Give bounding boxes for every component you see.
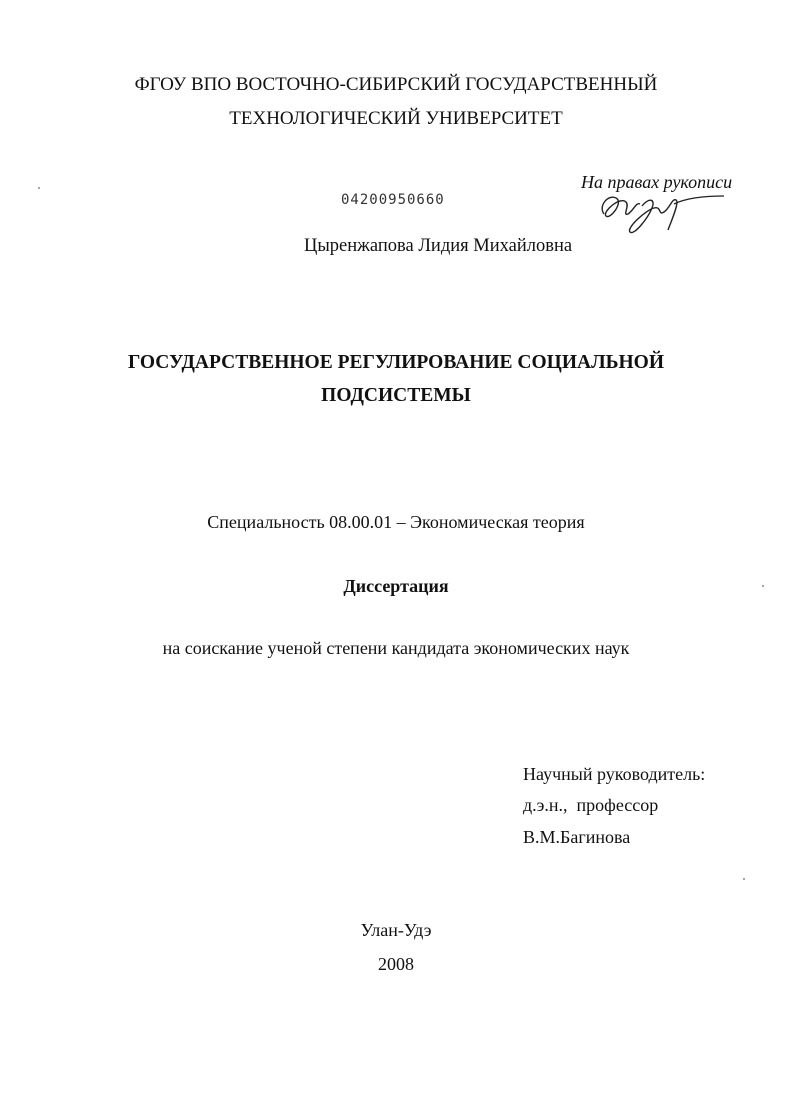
- supervisor-label: Научный руководитель:: [523, 764, 706, 784]
- degree: на соискание ученой степени кандидата экономических наук: [162, 638, 630, 658]
- university-line-1: ФГОУ ВПО ВОСТОЧНО-СИБИРСКИЙ ГОСУДАРСТВЕННЫЙ: [134, 74, 658, 95]
- signature-icon: [590, 180, 730, 240]
- dissertation-title-line-2: ПОДСИСТЕМЫ: [321, 385, 471, 406]
- catalog-code: 04200950660: [341, 192, 445, 208]
- university-line-2: ТЕХНОЛОГИЧЕСКИЙ УНИВЕРСИТЕТ: [229, 108, 563, 129]
- supervisor-name: В.М.Багинова: [523, 827, 631, 847]
- scan-speck: [743, 878, 745, 880]
- year: 2008: [378, 954, 414, 974]
- work-type: Диссертация: [343, 576, 449, 596]
- city: Улан-Удэ: [360, 920, 432, 940]
- dissertation-title-line-1: ГОСУДАРСТВЕННОЕ РЕГУЛИРОВАНИЕ СОЦИАЛЬНОЙ: [127, 352, 665, 373]
- specialty: Специальность 08.00.01 – Экономическая теория: [207, 512, 585, 532]
- scan-speck: [38, 187, 40, 189]
- scan-speck: [762, 585, 764, 587]
- author-name: Цыренжапова Лидия Михайловна: [304, 236, 573, 256]
- supervisor-rank: д.э.н., профессор: [523, 795, 659, 815]
- manuscript-note: На правах рукописи: [581, 172, 733, 192]
